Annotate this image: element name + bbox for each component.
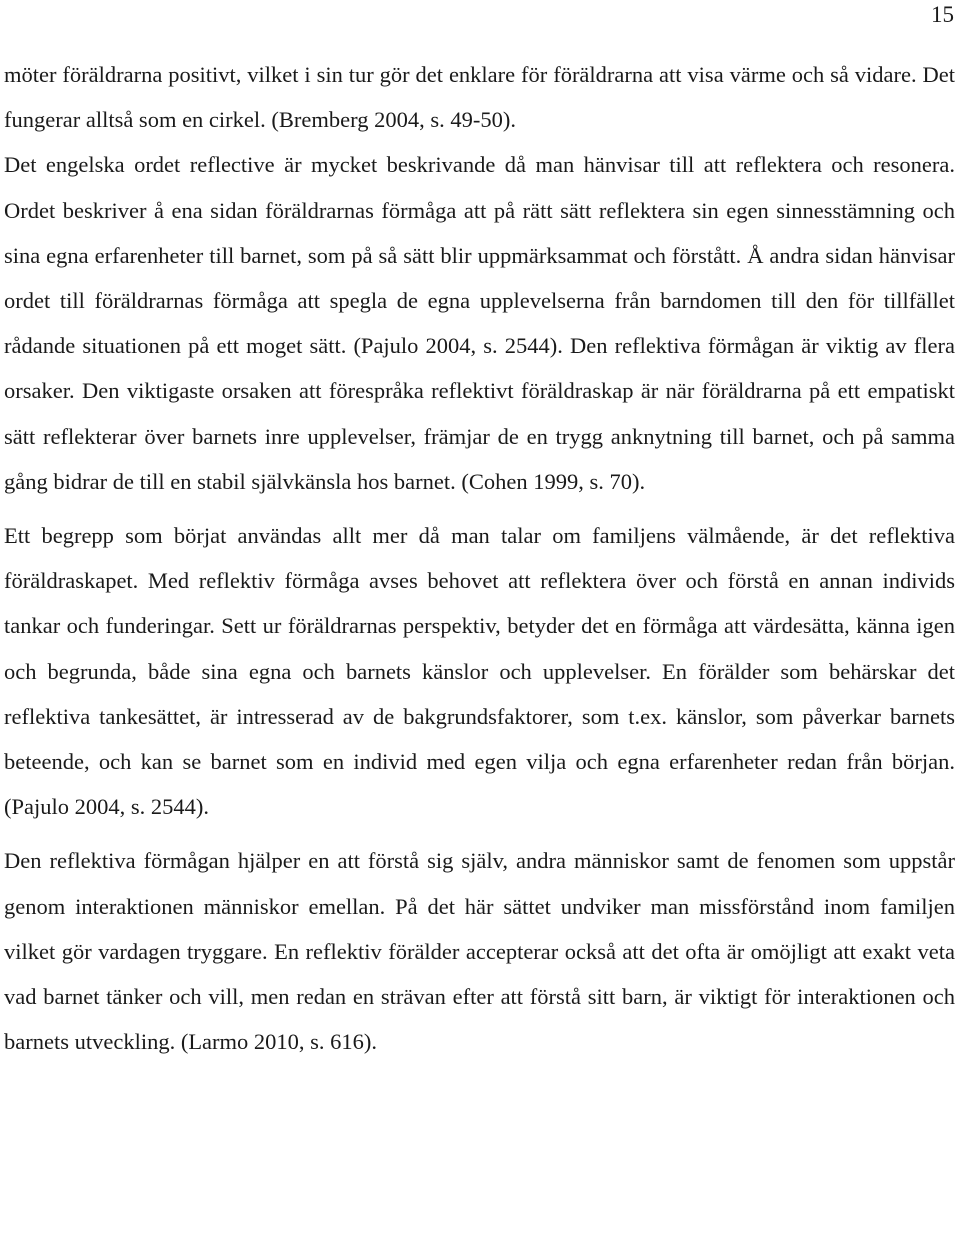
paragraph-3: Ett begrepp som börjat användas allt mer då man talar om familjens välmående, är det reflektiva föräldraskapet. Med reflektiv förmåga avses behovet att reflektera över och förstå en annan individs tankar och funderingar. Sett ur föräldrarnas perspektiv, betyder det en förmåga att värdesätta, känna igen och begrunda, både sina egna och barnets känslor och upplevelser. En förälder som behärskar det reflektiva tankesättet, är intresserad av de bakgrundsfaktorer, som t.ex. känslor, som påverkar barnets beteende, och kan se barnet som en individ med egen vilja och egna erfarenheter redan från början. (Pajulo 2004, s. 2544). — [4, 523, 955, 820]
paragraph-1: möter föräldrarna positivt, vilket i sin tur gör det enklare för föräldrarna att visa värme och så vidare. Det fungerar alltså som en cirkel. (Bremberg 2004, s. 49-50). — [4, 62, 955, 133]
paragraph-4: Den reflektiva förmågan hjälper en att förstå sig själv, andra människor samt de fenomen som uppstår genom interaktionen människor emellan. På det här sättet undviker man missförstånd inom familjen vilket gör vardagen tryggare. En reflektiv förälder accepterar också att det ofta är omöjligt att exakt veta vad barnet tänker och vill, men redan en strävan efter att förstå sitt barn, är viktigt för interaktionen och barnets utveckling. (Larmo 2010, s. 616). — [4, 848, 955, 1055]
page-number: 15 — [931, 2, 954, 27]
document-body — [4, 52, 955, 1064]
paragraph-2: Det engelska ordet reflective är mycket beskrivande då man hänvisar till att reflektera och resonera. Ordet beskriver å ena sidan föräldrarnas förmåga att på rätt sätt reflektera sin egen sinnesstämning och sina egna erfarenheter till barnet, som på så sätt blir uppmärksammat och förstått. Å andra sidan hänvisar ordet till föräldrarnas förmåga att spegla de egna upplevelserna från barndomen till den för tillfället rådande situationen på ett moget sätt. (Pajulo 2004, s. 2544). Den reflektiva förmågan är viktig av flera orsaker. Den viktigaste orsaken att förespråka reflektivt föräldraskap är när föräldrarna på ett empatiskt sätt reflekterar över barnets inre upplevelser, främjar de en trygg anknytning till barnet, och på samma gång bidrar de till en stabil självkänsla hos barnet. (Cohen 1999, s. 70). — [4, 152, 955, 494]
